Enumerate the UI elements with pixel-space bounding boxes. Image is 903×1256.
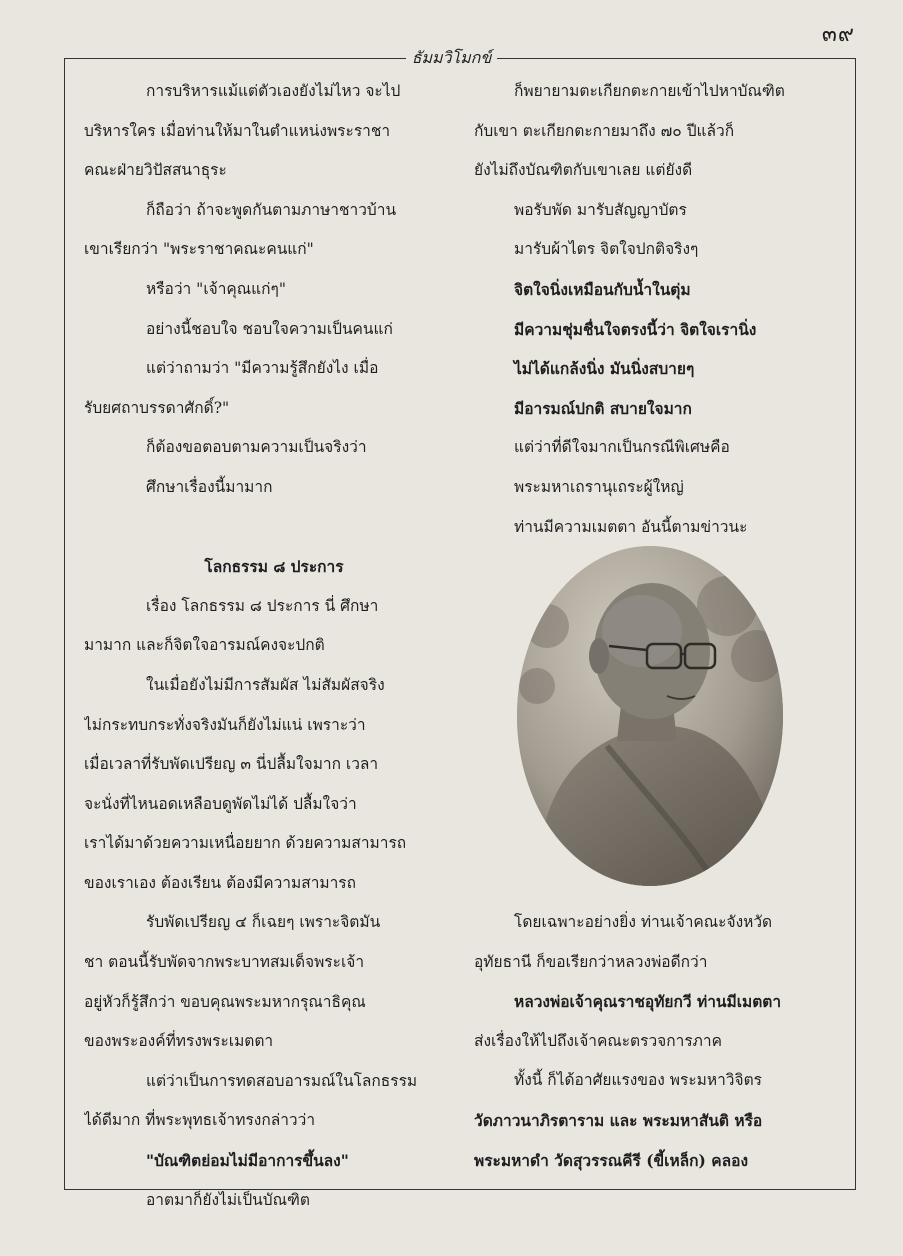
text-line: อุทัยธานี ก็ขอเรียกว่าหลวงพ่อดีกว่า (474, 952, 708, 971)
text-line: รับพัดเปรียญ ๔ ก็เฉยๆ เพราะจิตมัน (146, 913, 381, 932)
text-line: มารับผ้าไตร จิตใจปกติจริงๆ (514, 240, 699, 259)
text-line: จิตใจนิ่งเหมือนกับน้ำในตุ่ม (514, 279, 691, 299)
text-line: ก็ถือว่า ถ้าจะพูดกันตามภาษาชาวบ้าน (146, 200, 397, 219)
text-line: มีความชุ่มชื่นใจตรงนี้ว่า จิตใจเรานิ่ง (514, 319, 757, 339)
text-line: อาตมาก็ยังไม่เป็นบัณฑิต (146, 1190, 310, 1209)
text-line: รับยศถาบรรดาศักดิ์?" (84, 398, 230, 417)
text-line: บริหารใคร เมื่อท่านให้มาในตำแหน่งพระราชา (84, 121, 391, 140)
text-line: มามาก และก็จิตใจอารมณ์คงจะปกติ (84, 636, 325, 655)
monk-portrait-illustration (517, 546, 783, 886)
text-line: อยู่หัวก็รู้สึกว่า ขอบคุณพระมหากรุณาธิคุณ (84, 992, 366, 1011)
text-line: ยังไม่ถึงบัณฑิตกับเขาเลย แต่ยังดี (474, 161, 693, 180)
text-line: โดยเฉพาะอย่างยิ่ง ท่านเจ้าคณะจังหวัด (514, 913, 773, 931)
text-line: พระมหาเถรานุเถระผู้ใหญ่ (514, 477, 684, 496)
text-line: ทั้งนี้ ก็ได้อาศัยแรงของ พระมหาวิจิตร (514, 1071, 762, 1090)
text-line: อย่างนี้ชอบใจ ชอบใจความเป็นคนแก่ (146, 319, 393, 338)
text-line: มีอารมณ์ปกติ สบายใจมาก (514, 398, 692, 418)
text-line: หลวงพ่อเจ้าคุณราชอุทัยกวี ท่านมีเมตตา (514, 992, 782, 1012)
text-line: คณะฝ่ายวิปัสสนาธุระ (84, 161, 227, 180)
text-line: ท่านมีความเมตตา อันนี้ตามข่าวนะ (514, 517, 748, 536)
monk-photo (517, 546, 783, 886)
text-line: ไม่ได้แกล้งนิ่ง มันนิ่งสบายๆ (514, 359, 695, 379)
text-line: เราได้มาด้วยความเหนื่อยยาก ด้วยความสามารถ (84, 834, 407, 853)
text-line: ของเราเอง ต้องเรียน ต้องมีความสามารถ (84, 873, 357, 892)
text-line: ในเมื่อยังไม่มีการสัมผัส ไม่สัมผัสจริง (146, 675, 385, 694)
text-line: "บัณฑิตย่อมไม่มีอาการขึ้นลง" (146, 1151, 349, 1171)
text-line: การบริหารแม้แต่ตัวเองยังไม่ไหว จะไป (146, 82, 401, 100)
running-header (0, 46, 903, 71)
text-line: โลกธรรม ๘ ประการ (204, 557, 344, 577)
text-line: กับเขา ตะเกียกตะกายมาถึง ๗๐ ปีแล้วก็ (474, 121, 735, 140)
right-column-lower (474, 903, 854, 1180)
text-line: ศึกษาเรื่องนี้มามาก (146, 477, 273, 496)
text-line: หรือว่า "เจ้าคุณแก่ๆ" (146, 279, 286, 298)
text-line: ของพระองค์ที่ทรงพระเมตตา (84, 1032, 274, 1051)
right-column-upper (474, 72, 854, 547)
text-line (84, 508, 464, 548)
text-line: จะนั่งที่ไหนอดเหลือบดูพัดไม่ได้ ปลื้มใจว่า (84, 794, 357, 813)
text-line: ส่งเรื่องให้ไปถึงเจ้าคณะตรวจการภาค (474, 1031, 722, 1050)
text-line: ชา ตอนนี้รับพัดจากพระบาทสมเด็จพระเจ้า (84, 953, 365, 972)
text-line: ได้ดีมาก ที่พระพุทธเจ้าทรงกล่าวว่า (84, 1111, 316, 1130)
text-line: เขาเรียกว่า "พระราชาคณะคนแก่" (84, 240, 314, 259)
text-line: แต่ว่าถามว่า "มีความรู้สึกยังไง เมื่อ (146, 359, 379, 378)
text-line: เรื่อง โลกธรรม ๘ ประการ นี่ ศึกษา (146, 596, 379, 615)
text-line: พระมหาดำ วัดสุวรรณคีรี (ขี้เหล็ก) คลอง (474, 1150, 749, 1170)
header-title: ธัมมวิโมกข์ (406, 48, 498, 67)
text-line: แต่ว่าที่ดีใจมากเป็นกรณีพิเศษคือ (514, 438, 730, 457)
text-line: แต่ว่าเป็นการทดสอบอารมณ์ในโลกธรรม (146, 1071, 418, 1090)
text-line: เมื่อเวลาที่รับพัดเปรียญ ๓ นี่ปลื้มใจมาก เวลา (84, 755, 379, 774)
photo-oval (517, 546, 783, 886)
page-number: ๓๙ (821, 22, 855, 47)
text-line: พอรับพัด มารับสัญญาบัตร (514, 200, 687, 219)
text-line: ก็ต้องขอตอบตามความเป็นจริงว่า (146, 438, 367, 457)
text-line: วัดภาวนาภิรตาราม และ พระมหาสันติ หรือ (474, 1110, 763, 1130)
text-line: ไม่กระทบกระทั่งจริงมันก็ยังไม่แน่ เพราะว่า (84, 715, 366, 734)
left-column (84, 72, 464, 1220)
text-line: ก็พยายามตะเกียกตะกายเข้าไปหาบัณฑิต (514, 82, 785, 100)
